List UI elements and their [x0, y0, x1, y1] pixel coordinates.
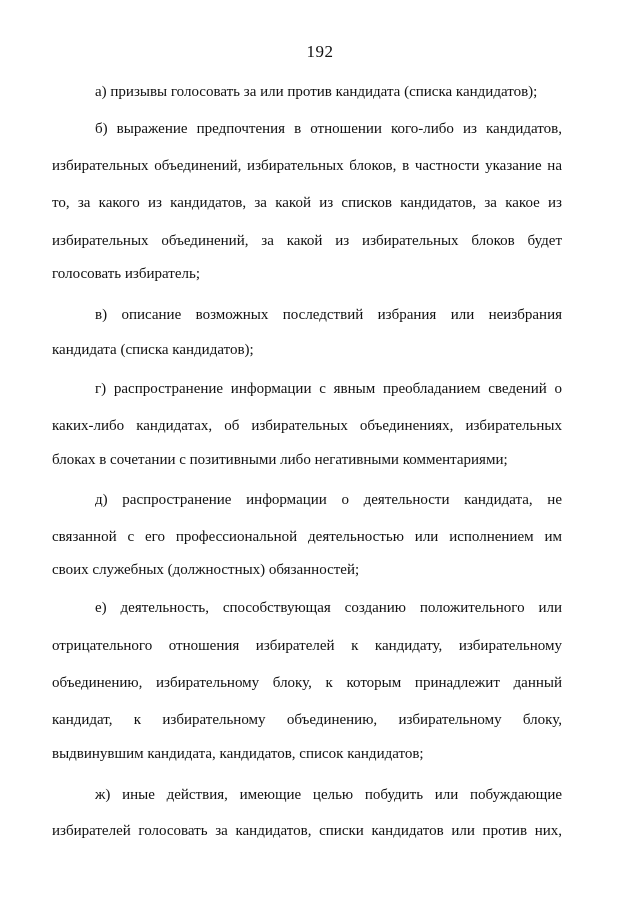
- text-line: избирательных объединений, избирательных блоков, в частности указание на: [52, 158, 562, 174]
- text-line: отрицательного отношения избирателей к кандидату, избирательному: [52, 638, 562, 654]
- text-line: избирательных объединений, за какой из избирательных блоков будет: [52, 233, 562, 249]
- text-line: д) распространение информации о деятельности кандидата, не: [95, 492, 562, 508]
- text-line: выдвинувшим кандидата, кандидатов, список кандидатов;: [52, 746, 424, 762]
- text-line: каких-либо кандидатах, об избирательных объединениях, избирательных: [52, 418, 562, 434]
- text-line: кандидат, к избирательному объединению, избирательному блоку,: [52, 712, 562, 728]
- text-line: кандидата (списка кандидатов);: [52, 342, 254, 358]
- text-line: то, за какого из кандидатов, за какой из списков кандидатов, за какое из: [52, 195, 562, 211]
- text-line: в) описание возможных последствий избрания или неизбрания: [95, 307, 562, 323]
- text-line: б) выражение предпочтения в отношении кого-либо из кандидатов,: [95, 121, 562, 137]
- text-line: избирателей голосовать за кандидатов, списки кандидатов или против них,: [52, 823, 562, 839]
- text-line: своих служебных (должностных) обязанностей;: [52, 562, 360, 578]
- text-line: а) призывы голосовать за или против кандидата (списка кандидатов);: [95, 84, 538, 100]
- text-line: ж) иные действия, имеющие целью побудить или побуждающие: [95, 787, 562, 803]
- page-number: 192: [306, 42, 334, 61]
- text-line: голосовать избиратель;: [52, 266, 200, 282]
- text-line: блоках в сочетании с позитивными либо негативными комментариями;: [52, 452, 508, 468]
- text-line: связанной с его профессиональной деятельностью или исполнением им: [52, 529, 562, 545]
- text-line: е) деятельность, способствующая созданию положительного или: [95, 600, 562, 616]
- text-line: г) распространение информации с явным преобладанием сведений о: [95, 381, 562, 397]
- text-line: объединению, избирательному блоку, к которым принадлежит данный: [52, 675, 562, 691]
